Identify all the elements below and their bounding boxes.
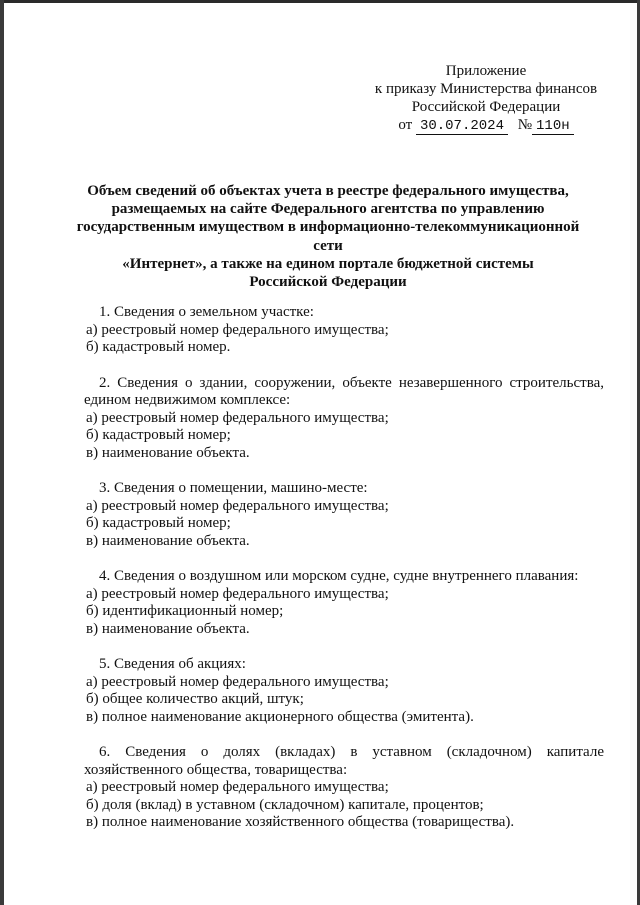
list-item: в) наименование объекта. (86, 444, 250, 461)
section-heading-cont: едином недвижимом комплексе: (84, 392, 291, 408)
order-date: 30.07.2024 (416, 118, 508, 135)
appendix-country: Российской Федерации (411, 99, 561, 115)
section-heading: 3. Сведения о помещении, машино-месте: (99, 480, 368, 496)
title-line-5: Российской Федерации (249, 274, 407, 291)
section-heading: 2. Сведения о здании, сооружении, объекте незавершенного строительства, (99, 374, 604, 391)
list-item: б) кадастровый номер; (86, 515, 231, 531)
list-item: а) реестровый номер федерального имущества; (86, 409, 389, 426)
list-item: а) реестровый номер федерального имущества; (86, 673, 389, 690)
list-item: а) реестровый номер федерального имущества; (86, 779, 389, 795)
scan-border-left (0, 0, 4, 905)
list-item: а) реестровый номер федерального имущества; (86, 585, 389, 602)
list-item: б) кадастровый номер. (86, 339, 231, 355)
section-1 (86, 304, 604, 357)
title-line-3: государственным имуществом в информационно-телекоммуникационной сети (76, 219, 580, 254)
document-title (62, 182, 594, 291)
list-item: б) общее количество акций, штук; (86, 691, 304, 707)
section-4 (86, 568, 604, 638)
appendix-order-ref: к приказу Министерства финансов (374, 81, 598, 97)
order-number: 110н (532, 118, 574, 135)
list-item: б) доля (вклад) в уставном (складочном) капитале, процентов; (86, 796, 484, 813)
section-3 (86, 480, 604, 550)
section-heading: 4. Сведения о воздушном или морском судне, судне внутреннего плавания: (99, 568, 579, 584)
number-prefix: № (517, 117, 533, 133)
title-line-1: Объем сведений об объектах учета в реестре федерального имущества, (87, 183, 569, 199)
list-item: б) кадастровый номер; (86, 427, 231, 443)
appendix-date-line (362, 116, 610, 135)
list-item: в) наименование объекта. (86, 532, 250, 549)
section-heading-cont: хозяйственного общества, товарищества: (84, 761, 348, 778)
section-heading: 1. Сведения о земельном участке: (99, 304, 314, 320)
section-5 (86, 656, 604, 726)
appendix-label: Приложение (445, 63, 527, 79)
appendix-block (362, 62, 610, 135)
section-6 (86, 744, 604, 832)
list-item: б) идентификационный номер; (86, 603, 284, 619)
list-item: в) полное наименование хозяйственного общества (товарищества). (86, 814, 515, 830)
scan-border-top (0, 0, 640, 3)
section-heading: 6. Сведения о долях (вкладах) в уставном (складочном) капитале (99, 744, 604, 760)
title-line-4: «Интернет», а также на едином портале бюджетной системы (122, 255, 534, 272)
section-2 (86, 375, 604, 463)
list-item: в) полное наименование акционерного общества (эмитента). (86, 708, 474, 725)
list-item: в) наименование объекта. (86, 620, 250, 637)
list-item: а) реестровый номер федерального имущества; (86, 497, 389, 514)
title-line-2: размещаемых на сайте Федерального агентства по управлению (111, 201, 545, 218)
date-prefix: от (398, 117, 413, 133)
list-item: а) реестровый номер федерального имущества; (86, 321, 389, 338)
document-body (86, 304, 604, 850)
section-heading: 5. Сведения об акциях: (99, 656, 246, 672)
